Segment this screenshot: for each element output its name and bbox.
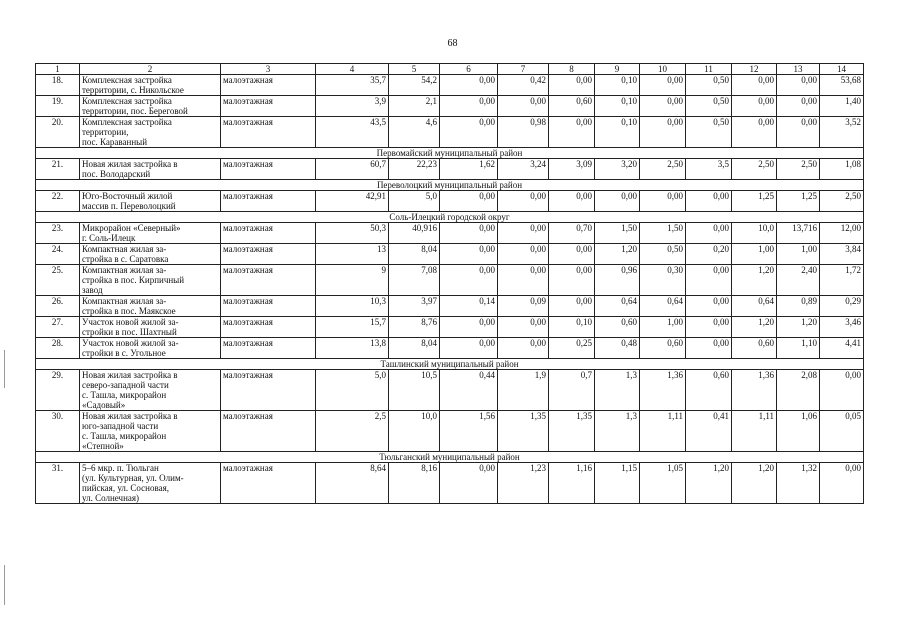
value-cell: 0,00	[686, 317, 732, 338]
value-cell: 0,00	[549, 191, 595, 212]
value-cell: 1,20	[732, 463, 777, 504]
table-row	[36, 411, 864, 452]
value-cell: 0,50	[640, 244, 686, 265]
object-name-line: «Садовый»	[82, 400, 126, 410]
object-name-line: северо-западной части	[82, 380, 169, 390]
value-cell: 0,64	[640, 296, 686, 317]
column-number: 6	[440, 64, 498, 75]
table-row	[36, 75, 864, 96]
value-cell: 0,42	[498, 75, 549, 96]
object-name-line: Компактная жилая за-	[82, 296, 167, 306]
object-name-line: юго-западной части	[82, 421, 159, 431]
value-cell: 1,3	[595, 370, 640, 411]
building-type: малоэтажная	[221, 75, 316, 96]
value-cell: 0,00	[777, 117, 820, 148]
object-name-line: пос. Караванный	[82, 137, 148, 147]
column-number: 3	[221, 64, 316, 75]
value-cell: 3,97	[389, 296, 440, 317]
value-cell: 0,89	[777, 296, 820, 317]
object-name	[80, 463, 221, 504]
column-number: 1	[36, 64, 80, 75]
column-number: 12	[732, 64, 777, 75]
section-title: Ташлинский муниципальный район	[36, 359, 864, 370]
column-number: 4	[316, 64, 389, 75]
row-number: 25.	[36, 265, 80, 296]
table-row	[36, 317, 864, 338]
data-table	[35, 63, 864, 504]
value-cell: 43,5	[316, 117, 389, 148]
value-cell: 1,62	[440, 159, 498, 180]
value-cell: 1,11	[732, 411, 777, 452]
value-cell: 0,60	[732, 338, 777, 359]
value-cell: 0,25	[549, 338, 595, 359]
column-number-row	[36, 64, 864, 75]
value-cell: 0,96	[595, 265, 640, 296]
table-row	[36, 96, 864, 117]
value-cell: 1,32	[777, 463, 820, 504]
value-cell: 0,00	[440, 265, 498, 296]
value-cell: 0,00	[498, 265, 549, 296]
value-cell: 1,9	[498, 370, 549, 411]
object-name	[80, 117, 221, 148]
object-name	[80, 159, 221, 180]
object-name-line: Новая жилая застройка в	[82, 411, 178, 421]
value-cell: 0,09	[498, 296, 549, 317]
value-cell: 3,84	[820, 244, 864, 265]
value-cell: 0,10	[549, 317, 595, 338]
value-cell: 2,50	[732, 159, 777, 180]
building-type: малоэтажная	[221, 370, 316, 411]
section-header-row	[36, 452, 864, 463]
building-type: малоэтажная	[221, 96, 316, 117]
value-cell: 0,00	[549, 117, 595, 148]
value-cell: 0,00	[686, 296, 732, 317]
object-name-line: Комплексная застройка	[82, 75, 172, 85]
value-cell: 0,00	[820, 370, 864, 411]
object-name-line: пос. Володарский	[82, 169, 151, 179]
value-cell: 3,5	[686, 159, 732, 180]
value-cell: 0,00	[820, 463, 864, 504]
value-cell: 0,00	[777, 75, 820, 96]
value-cell: 0,00	[440, 244, 498, 265]
value-cell: 1,08	[820, 159, 864, 180]
value-cell: 0,00	[686, 338, 732, 359]
value-cell: 1,25	[732, 191, 777, 212]
row-number: 30.	[36, 411, 80, 452]
value-cell: 53,68	[820, 75, 864, 96]
value-cell: 0,60	[595, 317, 640, 338]
value-cell: 42,91	[316, 191, 389, 212]
value-cell: 3,9	[316, 96, 389, 117]
object-name-line: Новая жилая застройка в	[82, 370, 178, 380]
object-name	[80, 96, 221, 117]
value-cell: 0,00	[440, 75, 498, 96]
row-number: 20.	[36, 117, 80, 148]
value-cell: 8,76	[389, 317, 440, 338]
value-cell: 3,52	[820, 117, 864, 148]
value-cell: 10,0	[732, 223, 777, 244]
value-cell: 5,0	[316, 370, 389, 411]
value-cell: 2,50	[640, 159, 686, 180]
object-name-line: «Степной»	[82, 441, 124, 451]
value-cell: 13,716	[777, 223, 820, 244]
value-cell: 1,35	[498, 411, 549, 452]
value-cell: 2,40	[777, 265, 820, 296]
building-type: малоэтажная	[221, 463, 316, 504]
value-cell: 0,60	[640, 338, 686, 359]
row-number: 23.	[36, 223, 80, 244]
object-name-line: стройки в пос. Шахтный	[82, 327, 177, 337]
value-cell: 35,7	[316, 75, 389, 96]
value-cell: 0,00	[440, 223, 498, 244]
section-header-row	[36, 180, 864, 191]
value-cell: 10,0	[389, 411, 440, 452]
object-name	[80, 317, 221, 338]
table-row	[36, 117, 864, 148]
object-name-line: Микрорайон «Северный»	[82, 223, 181, 233]
value-cell: 0,29	[820, 296, 864, 317]
object-name-line: стройки в с. Угольное	[82, 348, 166, 358]
object-name	[80, 296, 221, 317]
object-name-line: пийская, ул. Сосновая,	[82, 483, 169, 493]
building-type: малоэтажная	[221, 191, 316, 212]
object-name-line: стройка в с. Саратовка	[82, 254, 169, 264]
value-cell: 0,00	[777, 96, 820, 117]
value-cell: 0,00	[640, 96, 686, 117]
value-cell: 2,50	[820, 191, 864, 212]
value-cell: 0,10	[595, 96, 640, 117]
value-cell: 0,00	[640, 75, 686, 96]
object-name-line: Комплексная застройка	[82, 96, 172, 106]
building-type: малоэтажная	[221, 338, 316, 359]
table-row	[36, 265, 864, 296]
value-cell: 0,00	[549, 296, 595, 317]
value-cell: 2,1	[389, 96, 440, 117]
value-cell: 1,11	[640, 411, 686, 452]
value-cell: 0,98	[498, 117, 549, 148]
value-cell: 1,20	[595, 244, 640, 265]
object-name-line: Новая жилая застройка в	[82, 159, 178, 169]
object-name-line: Комплексная застройка	[82, 117, 172, 127]
building-type: малоэтажная	[221, 317, 316, 338]
object-name-line: территории, с. Никольское	[82, 85, 184, 95]
object-name-line: (ул. Культурная, ул. Олим-	[82, 473, 184, 483]
object-name-line: ул. Солнечная)	[82, 493, 140, 503]
column-number: 11	[686, 64, 732, 75]
value-cell: 0,00	[595, 191, 640, 212]
row-number: 18.	[36, 75, 80, 96]
value-cell: 10,3	[316, 296, 389, 317]
value-cell: 0,00	[640, 191, 686, 212]
section-header-row	[36, 359, 864, 370]
value-cell: 0,00	[640, 117, 686, 148]
value-cell: 1,20	[777, 317, 820, 338]
table-row	[36, 338, 864, 359]
value-cell: 0,7	[549, 370, 595, 411]
section-title: Соль-Илецкий городской округ	[36, 212, 864, 223]
building-type: малоэтажная	[221, 296, 316, 317]
value-cell: 1,00	[732, 244, 777, 265]
object-name-line: стройка в пос. Кирпичный	[82, 275, 185, 285]
value-cell: 1,40	[820, 96, 864, 117]
column-number: 2	[80, 64, 221, 75]
value-cell: 1,10	[777, 338, 820, 359]
value-cell: 0,48	[595, 338, 640, 359]
value-cell: 0,10	[595, 75, 640, 96]
value-cell: 1,72	[820, 265, 864, 296]
value-cell: 0,05	[820, 411, 864, 452]
value-cell: 0,00	[440, 117, 498, 148]
value-cell: 0,00	[732, 96, 777, 117]
object-name-line: территории, пос. Береговой	[82, 106, 188, 116]
value-cell: 1,00	[640, 317, 686, 338]
value-cell: 1,05	[640, 463, 686, 504]
value-cell: 0,00	[549, 265, 595, 296]
row-number: 28.	[36, 338, 80, 359]
object-name-line: г. Соль-Илецк	[82, 233, 136, 243]
value-cell: 1,36	[732, 370, 777, 411]
value-cell: 0,00	[440, 317, 498, 338]
value-cell: 0,00	[686, 223, 732, 244]
table-row	[36, 191, 864, 212]
row-number: 26.	[36, 296, 80, 317]
value-cell: 1,20	[732, 317, 777, 338]
object-name	[80, 244, 221, 265]
value-cell: 2,08	[777, 370, 820, 411]
object-name-line: территории,	[82, 127, 129, 137]
value-cell: 0,10	[595, 117, 640, 148]
value-cell: 0,14	[440, 296, 498, 317]
value-cell: 4,41	[820, 338, 864, 359]
value-cell: 8,04	[389, 244, 440, 265]
object-name	[80, 265, 221, 296]
value-cell: 13,8	[316, 338, 389, 359]
column-number: 7	[498, 64, 549, 75]
value-cell: 0,60	[686, 370, 732, 411]
section-title: Тюльганский муниципальный район	[36, 452, 864, 463]
value-cell: 4,6	[389, 117, 440, 148]
value-cell: 2,50	[777, 159, 820, 180]
value-cell: 1,00	[777, 244, 820, 265]
value-cell: 5,0	[389, 191, 440, 212]
value-cell: 1,16	[549, 463, 595, 504]
value-cell: 1,36	[640, 370, 686, 411]
table-row	[36, 296, 864, 317]
object-name	[80, 411, 221, 452]
scan-edge-mark	[4, 350, 5, 388]
building-type: малоэтажная	[221, 159, 316, 180]
value-cell: 0,50	[686, 75, 732, 96]
value-cell: 7,08	[389, 265, 440, 296]
building-type: малоэтажная	[221, 244, 316, 265]
value-cell: 0,00	[498, 96, 549, 117]
value-cell: 50,3	[316, 223, 389, 244]
scan-edge-mark	[4, 565, 5, 605]
object-name	[80, 370, 221, 411]
object-name-line: Участок новой жилой за-	[82, 338, 179, 348]
value-cell: 1,50	[640, 223, 686, 244]
object-name	[80, 191, 221, 212]
column-number: 13	[777, 64, 820, 75]
object-name-line: 5–6 мкр. п. Тюльган	[82, 463, 159, 473]
value-cell: 0,41	[686, 411, 732, 452]
value-cell: 3,24	[498, 159, 549, 180]
value-cell: 0,00	[440, 463, 498, 504]
table-row	[36, 159, 864, 180]
row-number: 21.	[36, 159, 80, 180]
value-cell: 0,00	[498, 191, 549, 212]
column-number: 5	[389, 64, 440, 75]
row-number: 31.	[36, 463, 80, 504]
value-cell: 1,25	[777, 191, 820, 212]
object-name-line: стройка в пос. Маякское	[82, 306, 176, 316]
value-cell: 0,50	[686, 117, 732, 148]
value-cell: 1,20	[732, 265, 777, 296]
value-cell: 15,7	[316, 317, 389, 338]
value-cell: 8,16	[389, 463, 440, 504]
value-cell: 1,56	[440, 411, 498, 452]
section-header-row	[36, 212, 864, 223]
value-cell: 13	[316, 244, 389, 265]
row-number: 24.	[36, 244, 80, 265]
value-cell: 9	[316, 265, 389, 296]
value-cell: 3,09	[549, 159, 595, 180]
table-row	[36, 244, 864, 265]
value-cell: 0,00	[498, 223, 549, 244]
value-cell: 0,20	[686, 244, 732, 265]
object-name	[80, 75, 221, 96]
value-cell: 2,5	[316, 411, 389, 452]
object-name-line: Участок новой жилой за-	[82, 317, 179, 327]
value-cell: 0,44	[440, 370, 498, 411]
object-name-line: с. Ташла, микрорайон	[82, 431, 167, 441]
object-name-line: Компактная жилая за-	[82, 244, 167, 254]
value-cell: 0,00	[549, 75, 595, 96]
column-number: 10	[640, 64, 686, 75]
value-cell: 0,30	[640, 265, 686, 296]
value-cell: 1,3	[595, 411, 640, 452]
row-number: 29.	[36, 370, 80, 411]
value-cell: 12,00	[820, 223, 864, 244]
table-row	[36, 223, 864, 244]
value-cell: 40,916	[389, 223, 440, 244]
column-number: 8	[549, 64, 595, 75]
row-number: 27.	[36, 317, 80, 338]
page-number: 68	[447, 38, 458, 49]
building-type: малоэтажная	[221, 411, 316, 452]
column-number: 14	[820, 64, 864, 75]
column-number: 9	[595, 64, 640, 75]
value-cell: 1,35	[549, 411, 595, 452]
object-name	[80, 223, 221, 244]
value-cell: 0,00	[440, 191, 498, 212]
building-type: малоэтажная	[221, 223, 316, 244]
table-row	[36, 370, 864, 411]
value-cell: 0,00	[549, 244, 595, 265]
building-type: малоэтажная	[221, 265, 316, 296]
value-cell: 8,04	[389, 338, 440, 359]
object-name	[80, 338, 221, 359]
object-name-line: массив п. Переволоцкий	[82, 201, 176, 211]
value-cell: 0,00	[686, 265, 732, 296]
object-name-line: с. Ташла, микрорайон	[82, 390, 167, 400]
value-cell: 10,5	[389, 370, 440, 411]
value-cell: 3,46	[820, 317, 864, 338]
section-title: Переволоцкий муниципальный район	[36, 180, 864, 191]
value-cell: 0,70	[549, 223, 595, 244]
value-cell: 3,20	[595, 159, 640, 180]
value-cell: 1,15	[595, 463, 640, 504]
value-cell: 22,23	[389, 159, 440, 180]
value-cell: 0,00	[498, 338, 549, 359]
value-cell: 0,60	[549, 96, 595, 117]
building-type: малоэтажная	[221, 117, 316, 148]
value-cell: 0,64	[595, 296, 640, 317]
value-cell: 0,00	[686, 191, 732, 212]
value-cell: 0,00	[498, 244, 549, 265]
object-name-line: завод	[82, 285, 103, 295]
value-cell: 0,00	[732, 75, 777, 96]
row-number: 22.	[36, 191, 80, 212]
value-cell: 8,64	[316, 463, 389, 504]
section-header-row	[36, 148, 864, 159]
value-cell: 60,7	[316, 159, 389, 180]
value-cell: 1,50	[595, 223, 640, 244]
object-name-line: Юго-Восточный жилой	[82, 191, 173, 201]
value-cell: 0,64	[732, 296, 777, 317]
object-name-line: Компактная жилая за-	[82, 265, 167, 275]
value-cell: 0,00	[440, 338, 498, 359]
value-cell: 0,00	[732, 117, 777, 148]
value-cell: 54,2	[389, 75, 440, 96]
table-row	[36, 463, 864, 504]
value-cell: 0,00	[440, 96, 498, 117]
section-title: Первомайский муниципальный район	[36, 148, 864, 159]
value-cell: 0,00	[498, 317, 549, 338]
value-cell: 1,20	[686, 463, 732, 504]
value-cell: 1,06	[777, 411, 820, 452]
value-cell: 0,50	[686, 96, 732, 117]
row-number: 19.	[36, 96, 80, 117]
value-cell: 1,23	[498, 463, 549, 504]
